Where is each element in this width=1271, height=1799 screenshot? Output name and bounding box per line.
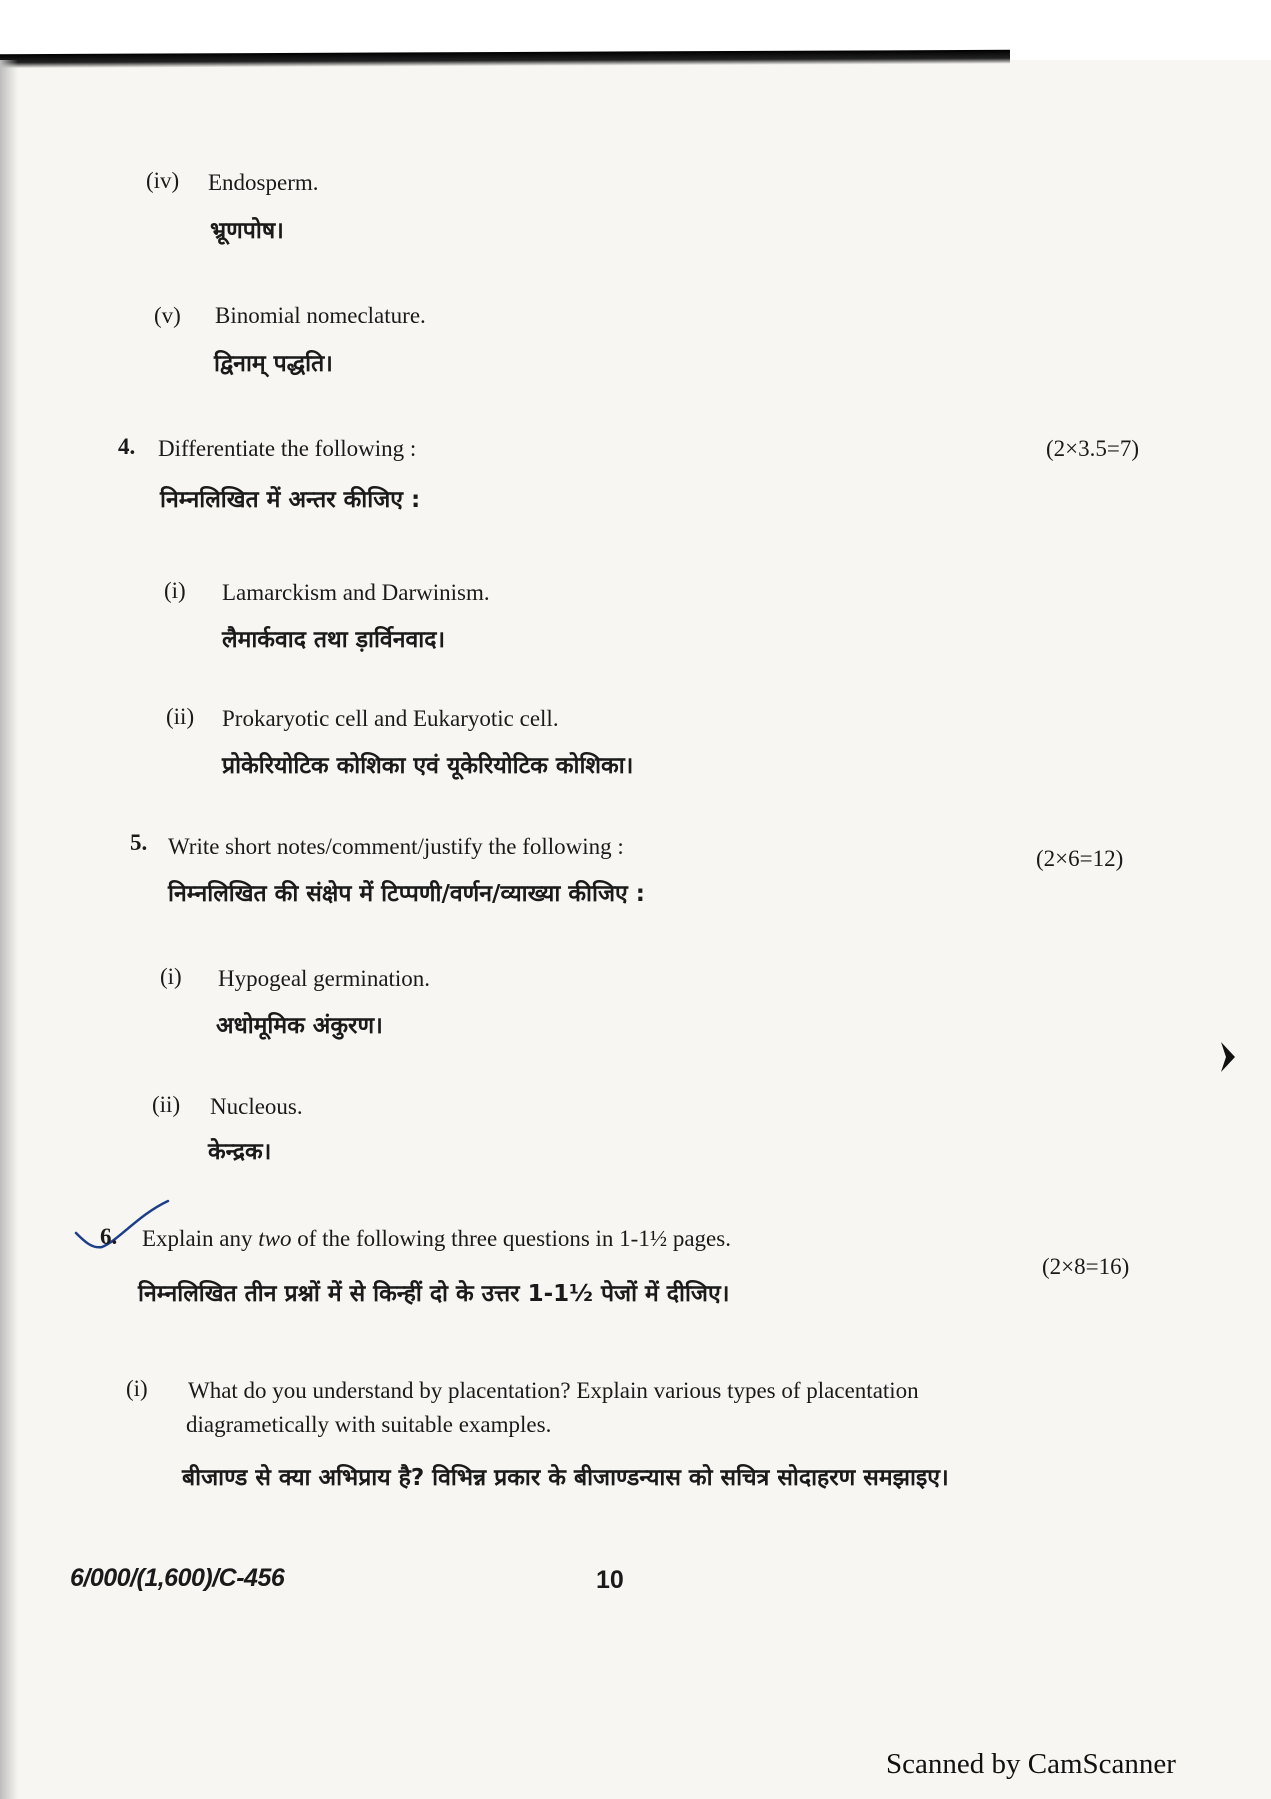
q4-item-ii-hindi: प्रोकेरियोटिक कोशिका एवं यूकेरियोटिक कोशिका। [222, 753, 634, 779]
q4-item-ii-english: Prokaryotic cell and Eukaryotic cell. [222, 706, 559, 731]
exam-page [0, 60, 1271, 1799]
question-6-english: Explain any two of the following three questions in 1-1½ pages. [142, 1226, 731, 1251]
item-iv-hindi: भ्रूणपोष। [210, 218, 284, 244]
question-6-marks: (2×8=16) [1042, 1254, 1130, 1279]
q6-item-i-english-line2: diagrametically with suitable examples. [186, 1412, 552, 1437]
question-4-english: Differentiate the following : [158, 436, 417, 461]
question-6-number: 6. [100, 1224, 118, 1249]
item-v-english: Binomial nomeclature. [215, 303, 426, 328]
q4-item-i-hindi: लैमार्कवाद तथा ड़ार्विनवाद। [222, 627, 446, 653]
q5-item-i-english: Hypogeal germination. [218, 966, 431, 991]
question-5-english: Write short notes/comment/justify the following : [168, 834, 624, 859]
item-iv-number: (iv) [146, 168, 180, 193]
q4-item-i-english: Lamarckism and Darwinism. [222, 580, 490, 605]
question-5-hindi: निम्नलिखित की संक्षेप में टिप्पणी/वर्णन/व्याख्या कीजिए : [168, 881, 645, 907]
item-v-number: (v) [154, 303, 181, 328]
q5-item-ii-english: Nucleous. [210, 1094, 303, 1119]
camscanner-watermark: Scanned by CamScanner [886, 1748, 1176, 1780]
q5-item-i-hindi: अधोमूमिक अंकुरण। [216, 1013, 383, 1039]
item-iv-english: Endosperm. [208, 170, 319, 195]
q4-item-ii-number: (ii) [166, 704, 195, 729]
question-6-hindi: निम्नलिखित तीन प्रश्नों में से किन्हीं दो के उत्तर 1-1½ पेजों में दीजिए। [138, 1281, 730, 1307]
scan-left-shadow [0, 60, 18, 1799]
question-5-marks: (2×6=12) [1036, 846, 1124, 871]
q5-item-i-number: (i) [160, 964, 182, 989]
question-4-marks: (2×3.5=7) [1046, 436, 1140, 461]
item-v-hindi: द्विनाम् पद्धति। [214, 351, 333, 377]
question-4-hindi: निम्नलिखित में अन्तर कीजिए : [160, 487, 421, 513]
question-5-number: 5. [130, 830, 148, 855]
q6-item-i-hindi: बीजाण्ड से क्या अभिप्राय है? विभिन्न प्रकार के बीजाण्डन्यास को सचित्र सोदाहरण समझाइए। [182, 1465, 949, 1491]
q4-item-i-number: (i) [164, 578, 186, 603]
q5-item-ii-number: (ii) [152, 1092, 181, 1117]
q5-item-ii-hindi: केन्द्रक। [208, 1139, 272, 1165]
footer-page-number: 10 [596, 1566, 624, 1594]
question-4-number: 4. [118, 434, 136, 459]
arrow-right-icon [1218, 1040, 1238, 1074]
q6-item-i-english-line1: What do you understand by placentation? Explain various types of placentation [188, 1378, 919, 1403]
q6-item-i-number: (i) [126, 1376, 148, 1401]
footer-paper-code: 6/000/(1,600)/C-456 [70, 1564, 285, 1592]
